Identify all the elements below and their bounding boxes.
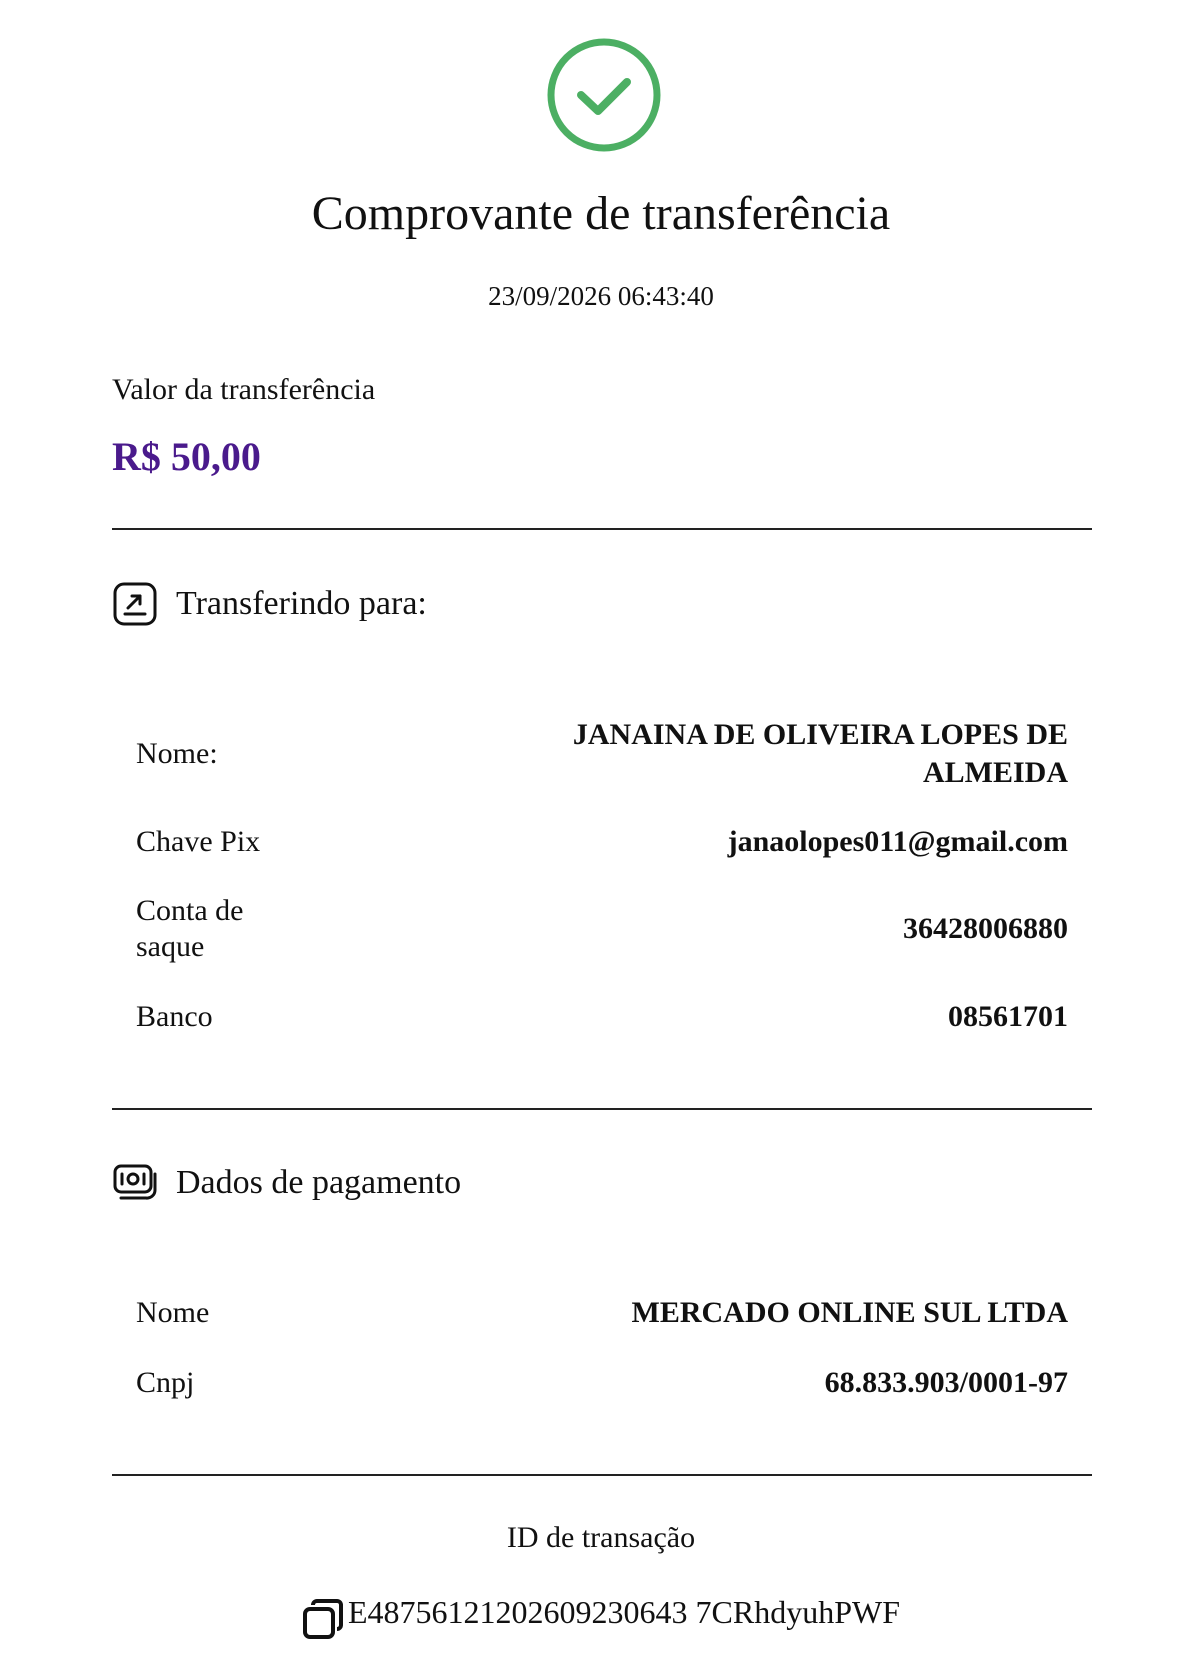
recipient-section-title: Transferindo para: <box>176 585 427 622</box>
transaction-id-label: ID de transação <box>506 1521 696 1554</box>
copy-icon[interactable] <box>302 1598 344 1640</box>
check-circle-icon <box>546 37 662 153</box>
recipient-bank-row <box>136 998 1068 1036</box>
recipient-name-value <box>573 716 1068 792</box>
account-label-line2: saque <box>136 930 205 963</box>
payer-name-value: MERCADO ONLINE SUL LTDA <box>631 1296 1068 1329</box>
account-value: 36428006880 <box>903 912 1068 945</box>
recipient-section-header <box>112 580 427 628</box>
money-bills-icon <box>112 1160 158 1206</box>
recipient-account-row <box>136 893 1068 965</box>
account-label-line1: Conta de <box>136 894 244 927</box>
transfer-datetime: 23/09/2026 06:43:40 <box>488 281 714 311</box>
payment-section-title: Dados de pagamento <box>176 1164 462 1201</box>
recipient-name-label: Nome: <box>136 737 218 770</box>
recipient-name-line2: ALMEIDA <box>922 756 1068 789</box>
recipient-name-row <box>136 716 1068 792</box>
transaction-id-row <box>0 1584 1202 1640</box>
amount-value: R$ 50,00 <box>112 434 261 479</box>
cnpj-label: Cnpj <box>136 1366 195 1399</box>
divider <box>112 1474 1092 1476</box>
payment-section-header <box>112 1159 461 1207</box>
divider <box>112 1108 1092 1110</box>
recipient-name-line1: JANAINA DE OLIVEIRA LOPES DE <box>572 718 1068 751</box>
payer-name-row <box>136 1294 1068 1332</box>
divider <box>112 528 1092 530</box>
pix-key-label: Chave Pix <box>136 825 261 858</box>
amount-label: Valor da transferência <box>112 373 376 406</box>
transaction-id-value: E48756121202609230643 7CRhdyuhPWF <box>347 1594 901 1630</box>
payer-cnpj-row <box>136 1364 1068 1402</box>
bank-value: 08561701 <box>948 1000 1068 1033</box>
bank-label: Banco <box>136 1000 213 1033</box>
cnpj-value: 68.833.903/0001-97 <box>824 1366 1068 1399</box>
pix-key-value: janaolopes011@gmail.com <box>727 825 1068 858</box>
arrow-up-right-square-icon <box>112 581 158 627</box>
recipient-pix-row <box>136 823 1068 861</box>
payer-name-label: Nome <box>136 1296 210 1329</box>
account-label <box>136 893 243 965</box>
page-title: Comprovante de transferência <box>311 187 891 240</box>
